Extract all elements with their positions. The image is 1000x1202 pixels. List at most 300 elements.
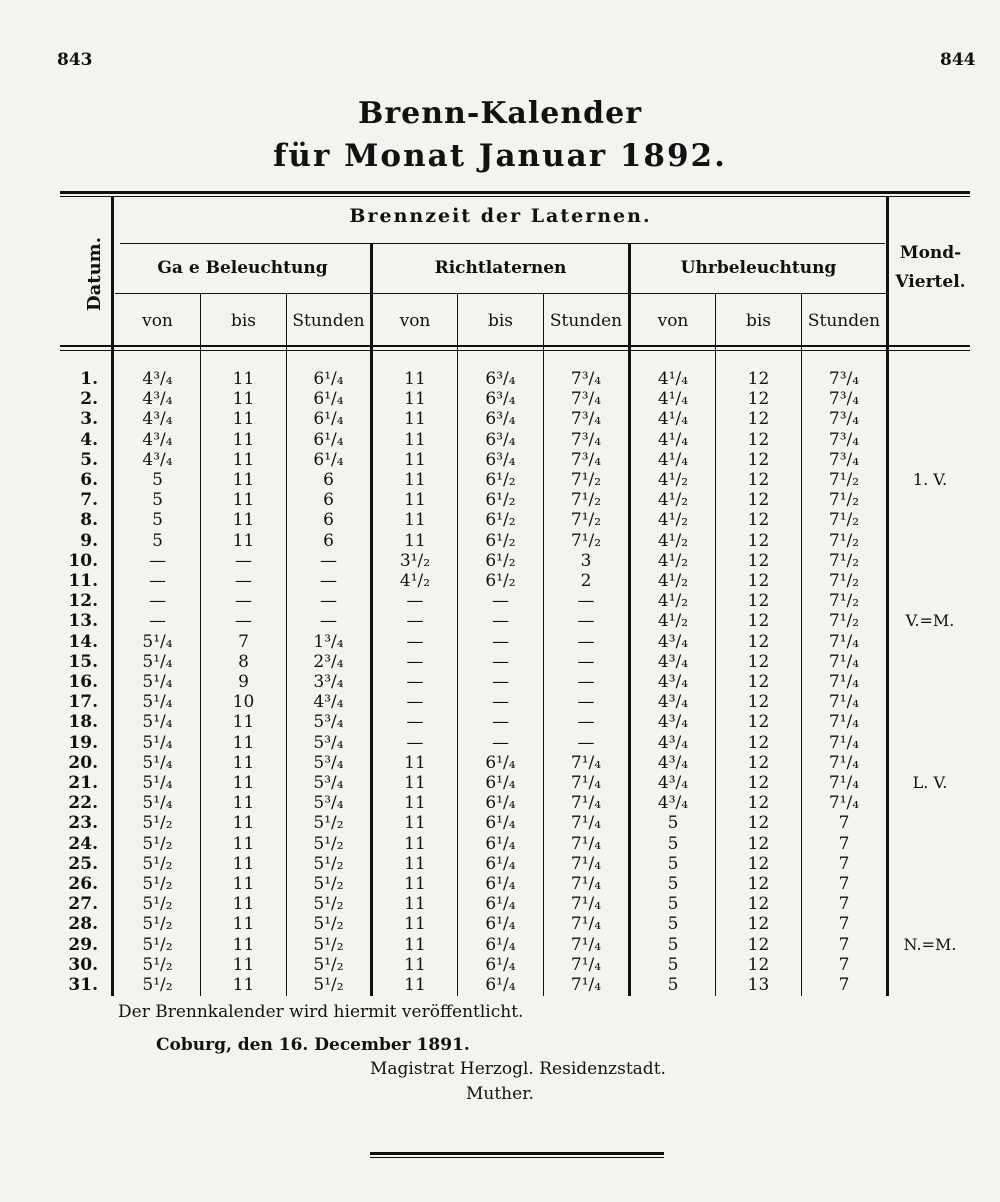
- row-date: 7.: [80, 490, 98, 511]
- table-cell: —: [149, 591, 166, 612]
- table-cell: —: [149, 611, 166, 632]
- table-cell: 5¹/₄: [142, 651, 173, 672]
- table-cell: 7¹/₂: [828, 611, 860, 632]
- table-cell: —: [320, 571, 337, 591]
- table-cell: 11: [232, 369, 255, 389]
- table-cell: 6³/₄: [485, 369, 516, 389]
- table-row: [0, 470, 1000, 490]
- table-cell: 7¹/₄: [828, 773, 860, 793]
- row-date: 4.: [80, 429, 98, 450]
- table-cell: 4³/₄: [142, 409, 173, 430]
- table-cell: 7³/₄: [570, 369, 602, 389]
- row-date: 15.: [68, 651, 98, 672]
- table-cell: 5: [152, 490, 163, 511]
- row-date: 21.: [68, 773, 98, 793]
- table-cell: 11: [404, 813, 426, 834]
- table-cell: 2: [580, 571, 592, 591]
- table-cell: —: [406, 651, 424, 672]
- table-cell: 6¹/₄: [485, 853, 516, 874]
- row-date: 2.: [80, 389, 98, 410]
- group-header-gas: Ga e Beleuchtung: [157, 258, 328, 278]
- table-cell: 5: [152, 530, 163, 551]
- table-cell: 11: [404, 773, 426, 793]
- table-cell: 4¹/₂: [657, 470, 689, 490]
- table-cell: 12: [747, 672, 770, 692]
- table-cell: 2³/₄: [313, 651, 344, 672]
- page-subtitle: für Monat Januar 1892.: [273, 138, 727, 174]
- table-cell: 7¹/₄: [570, 752, 602, 773]
- table-cell: 12: [747, 954, 770, 975]
- table-cell: 4¹/₄: [657, 389, 689, 410]
- table-row: [0, 652, 1000, 672]
- table-cell: 5: [152, 510, 163, 531]
- table-cell: 10: [232, 692, 255, 713]
- date-column-header: Datum.: [83, 237, 105, 311]
- table-cell: 5: [667, 894, 679, 915]
- table-cell: 11: [232, 954, 255, 975]
- table-cell: 5¹/₂: [313, 954, 344, 975]
- table-cell: 11: [404, 934, 426, 955]
- table-row: [0, 914, 1000, 934]
- row-date: 27.: [68, 894, 98, 915]
- table-cell: 4¹/₂: [657, 611, 689, 632]
- table-cell: 7³/₄: [828, 409, 860, 430]
- table-cell: 7¹/₄: [828, 712, 860, 733]
- table-cell: 12: [747, 914, 770, 935]
- table-cell: —: [492, 631, 509, 652]
- table-cell: 7³/₄: [828, 429, 860, 450]
- row-date: 11.: [68, 571, 98, 591]
- table-cell: 4³/₄: [657, 793, 689, 814]
- table-cell: 7¹/₄: [570, 954, 602, 975]
- table-cell: 7¹/₄: [570, 914, 602, 935]
- table-cell: 4³/₄: [657, 773, 689, 793]
- table-cell: 12: [747, 833, 770, 854]
- table-cell: 7¹/₄: [828, 752, 860, 773]
- table-cell: 7¹/₄: [570, 874, 602, 894]
- table-cell: 7¹/₂: [828, 470, 860, 490]
- header-bottom-rule-thin: [60, 350, 970, 351]
- table-cell: 7: [838, 975, 850, 995]
- table-cell: 7³/₄: [828, 389, 860, 410]
- table-cell: 5: [667, 954, 679, 975]
- table-cell: 4¹/₄: [657, 429, 689, 450]
- table-top-rule: [60, 191, 970, 194]
- column-header-stunden: Stunden: [807, 311, 881, 331]
- table-cell: 3: [580, 550, 592, 571]
- table-cell: 5¹/₂: [142, 914, 173, 935]
- table-cell: —: [492, 712, 509, 733]
- place-date-line: Coburg, den 16. December 1891.: [156, 1035, 470, 1055]
- table-cell: 11: [404, 793, 426, 814]
- table-cell: —: [149, 571, 166, 591]
- table-cell: 11: [232, 874, 255, 894]
- table-cell: 7: [838, 853, 850, 874]
- table-cell: 7¹/₄: [828, 672, 860, 692]
- row-date: 16.: [68, 672, 98, 692]
- table-cell: 11: [404, 894, 426, 915]
- table-cell: 4³/₄: [142, 449, 173, 470]
- table-cell: 5¹/₄: [142, 631, 173, 652]
- table-cell: 7¹/₂: [828, 591, 860, 612]
- table-row: [0, 935, 1000, 955]
- table-row: [0, 551, 1000, 571]
- table-cell: 6¹/₄: [485, 914, 516, 935]
- table-cell: 11: [404, 429, 426, 450]
- table-cell: 6¹/₄: [485, 833, 516, 854]
- table-cell: 7¹/₂: [570, 510, 602, 531]
- table-cell: 7¹/₄: [570, 813, 602, 834]
- table-row: [0, 632, 1000, 652]
- table-main-header: Brennzeit der Laternen.: [349, 205, 652, 227]
- table-cell: 11: [232, 793, 255, 814]
- group-header-uhrbeleuchtung: Uhrbeleuchtung: [680, 258, 837, 278]
- table-cell: —: [492, 611, 509, 632]
- table-cell: 12: [747, 389, 770, 410]
- table-cell: 11: [232, 732, 255, 753]
- table-cell: —: [235, 611, 252, 632]
- table-cell: 5¹/₂: [313, 813, 344, 834]
- table-cell: 4³/₄: [657, 651, 689, 672]
- table-cell: 4¹/₂: [657, 510, 689, 531]
- table-cell: 4¹/₂: [657, 530, 689, 551]
- table-cell: 6¹/₄: [313, 389, 344, 410]
- table-cell: 11: [232, 752, 255, 773]
- row-date: 25.: [68, 853, 98, 874]
- table-cell: 11: [232, 934, 255, 955]
- table-cell: 7³/₄: [570, 449, 602, 470]
- moon-phase: 1. V.: [912, 470, 948, 489]
- table-cell: —: [235, 550, 252, 571]
- table-cell: 5¹/₄: [142, 712, 173, 733]
- table-cell: 11: [404, 752, 426, 773]
- table-row: [0, 813, 1000, 833]
- table-cell: 4³/₄: [657, 692, 689, 713]
- row-date: 28.: [68, 914, 98, 935]
- table-cell: 7¹/₂: [570, 530, 602, 551]
- table-cell: 7¹/₄: [828, 732, 860, 753]
- closing-rule: [370, 1152, 664, 1155]
- table-cell: 1³/₄: [313, 631, 344, 652]
- table-cell: 6¹/₄: [313, 409, 344, 430]
- page-number-right: 844: [940, 50, 976, 70]
- table-cell: 6¹/₄: [485, 773, 516, 793]
- table-cell: 4³/₄: [313, 692, 344, 713]
- row-date: 29.: [68, 934, 98, 955]
- table-cell: 12: [747, 934, 770, 955]
- table-row: [0, 389, 1000, 409]
- table-cell: 4³/₄: [142, 389, 173, 410]
- table-cell: 5: [667, 914, 679, 935]
- table-cell: 7¹/₄: [570, 853, 602, 874]
- table-cell: 11: [404, 954, 426, 975]
- table-row: [0, 753, 1000, 773]
- page-title: Brenn-Kalender: [358, 96, 642, 131]
- table-cell: 12: [747, 712, 770, 733]
- table-cell: 8: [238, 651, 249, 672]
- table-cell: 7: [838, 813, 850, 834]
- table-cell: 11: [404, 874, 426, 894]
- table-cell: 7¹/₄: [570, 773, 602, 793]
- table-cell: 12: [747, 631, 770, 652]
- table-cell: 12: [747, 732, 770, 753]
- table-cell: 7: [838, 894, 850, 915]
- table-cell: 7¹/₂: [828, 571, 860, 591]
- table-cell: 6¹/₂: [485, 490, 516, 511]
- table-cell: 5¹/₄: [142, 752, 173, 773]
- row-date: 26.: [68, 874, 98, 894]
- table-cell: 6¹/₂: [485, 530, 516, 551]
- table-row: [0, 773, 1000, 793]
- row-date: 18.: [68, 712, 98, 733]
- table-cell: 12: [747, 470, 770, 490]
- table-cell: 12: [747, 611, 770, 632]
- table-cell: 12: [747, 571, 770, 591]
- table-cell: 4¹/₂: [657, 591, 689, 612]
- table-cell: 5: [667, 833, 679, 854]
- table-cell: 11: [232, 490, 255, 511]
- row-date: 3.: [80, 409, 98, 430]
- table-cell: 4¹/₄: [657, 369, 689, 389]
- table-cell: 5³/₄: [313, 793, 344, 814]
- table-cell: 12: [747, 550, 770, 571]
- table-row: [0, 409, 1000, 429]
- table-cell: 7¹/₂: [828, 510, 860, 531]
- table-cell: 7³/₄: [828, 369, 860, 389]
- table-cell: 6³/₄: [485, 389, 516, 410]
- table-cell: 3³/₄: [313, 672, 344, 692]
- table-cell: —: [406, 692, 424, 713]
- table-cell: —: [577, 712, 595, 733]
- table-cell: 11: [404, 975, 426, 995]
- table-cell: 5³/₄: [313, 732, 344, 753]
- table-cell: 6: [323, 530, 334, 551]
- table-cell: 7: [838, 874, 850, 894]
- group-header-rule: [120, 243, 885, 244]
- table-row: [0, 531, 1000, 551]
- column-header-stunden: Stunden: [292, 311, 365, 331]
- table-cell: 5³/₄: [313, 712, 344, 733]
- table-row: [0, 854, 1000, 874]
- table-cell: —: [577, 732, 595, 753]
- row-date: 22.: [68, 793, 98, 814]
- table-cell: 7¹/₂: [570, 470, 602, 490]
- row-date: 1.: [80, 369, 98, 389]
- table-cell: 11: [232, 470, 255, 490]
- table-cell: 11: [232, 389, 255, 410]
- row-date: 12.: [68, 591, 98, 612]
- table-row: [0, 430, 1000, 450]
- table-cell: 6¹/₄: [485, 894, 516, 915]
- table-cell: 12: [747, 853, 770, 874]
- table-cell: 6¹/₄: [485, 975, 516, 995]
- table-row: [0, 733, 1000, 753]
- table-cell: 11: [404, 490, 426, 511]
- table-cell: 5¹/₄: [142, 773, 173, 793]
- table-cell: 11: [232, 914, 255, 935]
- table-cell: 4¹/₂: [657, 550, 689, 571]
- table-cell: 11: [232, 530, 255, 551]
- table-cell: —: [320, 611, 337, 632]
- table-cell: 12: [747, 530, 770, 551]
- table-cell: 11: [404, 833, 426, 854]
- row-date: 9.: [80, 530, 98, 551]
- table-cell: 12: [747, 369, 770, 389]
- table-row: [0, 591, 1000, 611]
- table-cell: 7³/₄: [570, 429, 602, 450]
- table-cell: 7: [838, 914, 850, 935]
- table-cell: 6¹/₄: [313, 449, 344, 470]
- table-cell: 7³/₄: [570, 389, 602, 410]
- table-cell: 6³/₄: [485, 449, 516, 470]
- table-cell: 5¹/₂: [142, 813, 173, 834]
- table-cell: 5¹/₄: [142, 732, 173, 753]
- table-cell: 11: [232, 853, 255, 874]
- table-cell: 4³/₄: [657, 732, 689, 753]
- table-cell: —: [577, 692, 595, 713]
- table-cell: 7³/₄: [570, 409, 602, 430]
- table-cell: 7¹/₂: [828, 490, 860, 511]
- table-cell: 7¹/₂: [828, 550, 860, 571]
- table-cell: 7¹/₄: [828, 631, 860, 652]
- table-cell: 11: [404, 914, 426, 935]
- table-cell: 5¹/₂: [142, 954, 173, 975]
- table-cell: —: [492, 672, 509, 692]
- table-row: [0, 510, 1000, 530]
- table-row: [0, 712, 1000, 732]
- table-cell: 4³/₄: [657, 672, 689, 692]
- table-cell: 5: [667, 975, 679, 995]
- row-date: 30.: [68, 954, 98, 975]
- moon-phase: N.=M.: [903, 934, 957, 954]
- table-cell: —: [320, 591, 337, 612]
- table-cell: 5¹/₂: [142, 934, 173, 955]
- table-cell: 6: [323, 470, 334, 490]
- table-cell: 6¹/₄: [485, 954, 516, 975]
- table-cell: —: [577, 651, 595, 672]
- table-cell: 12: [747, 752, 770, 773]
- table-cell: 11: [404, 510, 426, 531]
- table-cell: 5: [667, 853, 679, 874]
- table-cell: 5: [667, 874, 679, 894]
- column-header-von: von: [399, 311, 431, 331]
- table-cell: 4¹/₄: [657, 449, 689, 470]
- table-cell: 4¹/₂: [399, 571, 431, 591]
- table-cell: —: [406, 631, 424, 652]
- table-cell: 11: [232, 894, 255, 915]
- table-cell: 6¹/₂: [485, 571, 516, 591]
- table-cell: 5³/₄: [313, 752, 344, 773]
- table-cell: 5¹/₂: [142, 894, 173, 915]
- table-cell: 6¹/₄: [485, 813, 516, 834]
- row-date: 10.: [68, 550, 98, 571]
- table-top-rule-thin: [60, 196, 970, 197]
- table-cell: 4¹/₄: [657, 409, 689, 430]
- table-cell: —: [320, 550, 337, 571]
- table-cell: —: [406, 712, 424, 733]
- table-cell: 7¹/₂: [570, 490, 602, 511]
- table-cell: 5¹/₂: [142, 874, 173, 894]
- table-cell: 12: [747, 651, 770, 672]
- table-cell: 7¹/₄: [828, 651, 860, 672]
- table-cell: 7: [238, 631, 249, 652]
- table-row: [0, 894, 1000, 914]
- row-date: 24.: [68, 833, 98, 854]
- table-cell: —: [492, 651, 509, 672]
- table-cell: 12: [747, 894, 770, 915]
- row-date: 19.: [68, 732, 98, 753]
- table-cell: —: [577, 631, 595, 652]
- table-row: [0, 975, 1000, 995]
- table-cell: 11: [232, 510, 255, 531]
- table-cell: 6³/₄: [485, 429, 516, 450]
- table-cell: 6¹/₄: [485, 934, 516, 955]
- table-cell: —: [406, 611, 424, 632]
- table-cell: 7: [838, 833, 850, 854]
- group-header-richtlaternen: Richtlaternen: [434, 258, 567, 278]
- table-row: [0, 793, 1000, 813]
- table-cell: —: [235, 571, 252, 591]
- table-row: [0, 450, 1000, 470]
- column-header-rule: [115, 293, 888, 294]
- table-cell: 5: [667, 813, 679, 834]
- table-cell: 4¹/₂: [657, 571, 689, 591]
- table-cell: 11: [232, 833, 255, 854]
- table-cell: 6¹/₄: [485, 752, 516, 773]
- table-cell: 4³/₄: [657, 712, 689, 733]
- table-cell: 5¹/₄: [142, 793, 173, 814]
- row-date: 31.: [68, 975, 98, 995]
- column-header-bis: bis: [487, 311, 514, 331]
- row-date: 17.: [68, 692, 98, 713]
- table-cell: 4³/₄: [657, 631, 689, 652]
- table-cell: 11: [404, 530, 426, 551]
- table-cell: 6¹/₄: [485, 793, 516, 814]
- table-row: [0, 571, 1000, 591]
- table-cell: 6¹/₄: [313, 369, 344, 389]
- table-row: [0, 611, 1000, 631]
- table-cell: 12: [747, 510, 770, 531]
- table-cell: 5¹/₂: [313, 874, 344, 894]
- table-cell: —: [492, 692, 509, 713]
- table-cell: 12: [747, 874, 770, 894]
- table-cell: —: [406, 672, 424, 692]
- row-date: 6.: [80, 470, 98, 490]
- table-cell: 5¹/₂: [142, 853, 173, 874]
- table-cell: 5³/₄: [313, 773, 344, 793]
- table-cell: 6³/₄: [485, 409, 516, 430]
- table-cell: 7³/₄: [828, 449, 860, 470]
- table-cell: 11: [232, 975, 255, 995]
- table-cell: 5¹/₂: [142, 833, 173, 854]
- column-header-stunden: Stunden: [549, 311, 623, 331]
- column-header-bis: bis: [230, 311, 257, 331]
- closing-rule-thin: [370, 1157, 664, 1158]
- table-cell: 7: [838, 934, 850, 955]
- table-cell: —: [577, 611, 595, 632]
- header-bottom-rule: [60, 345, 970, 347]
- table-cell: —: [577, 591, 595, 612]
- table-cell: 13: [747, 975, 770, 995]
- table-cell: 12: [747, 409, 770, 430]
- moon-phase: V.=M.: [905, 611, 955, 631]
- table-cell: 12: [747, 813, 770, 834]
- table-cell: 4³/₄: [142, 429, 173, 450]
- table-cell: 5¹/₂: [313, 853, 344, 874]
- publication-note: Der Brennkalender wird hiermit veröffentlicht.: [118, 1002, 524, 1022]
- table-cell: 12: [747, 591, 770, 612]
- table-cell: 11: [404, 449, 426, 470]
